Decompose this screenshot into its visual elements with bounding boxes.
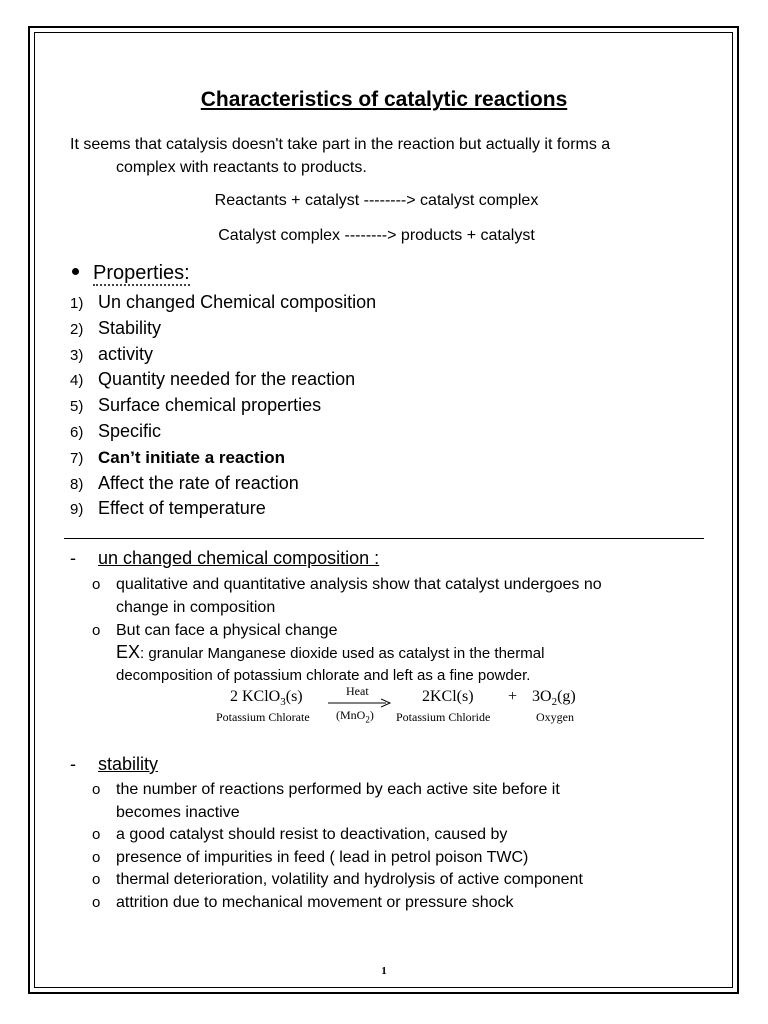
properties-heading [72,262,190,285]
bullet-item: o qualitative and quantitative analysis show that catalyst undergoes no change in composition [92,576,602,616]
intro-line-2: complex with reactants to products. [116,159,367,176]
bullet-item: o But can face a physical change [92,622,338,639]
list-item: 9) Effect of temperature [70,498,266,519]
arrow-label-top: Heat [346,684,369,698]
list-item: 8) Affect the rate of reaction [70,472,299,493]
intro-line-1: It seems that catalysis doesn't take part in the reaction but actually it forms a [70,136,611,153]
example-text: EX: granular Manganese dioxide used as catalyst in the thermal decomposition of potassium chlorate and left as a fine powder. [116,642,545,684]
equation-2: Catalyst complex --------> products + catalyst [218,227,535,244]
reaction-arrow-icon [328,698,392,708]
section-heading-stability: - stability [70,754,159,774]
list-item: 3) activity [70,343,154,364]
product-1-name: Potassium Chloride [396,710,491,724]
section-divider [64,538,704,539]
product-2: $3O_2(g)$ [532,688,576,709]
bullet-item: o thermal deterioration, volatility and hydrolysis of active component [92,871,583,888]
reactant: 2 KClO$_3$(s) [230,688,303,709]
intro-paragraph [70,133,710,179]
properties-heading-text: Properties: [93,262,190,284]
page-number: 1 [381,965,387,977]
product-1: 2KCl(s) [422,688,474,705]
bullet-item: o the number of reactions performed by each active site before it becomes inactive [92,781,560,821]
product-2-name: Oxygen [536,710,574,724]
list-item: 1) Un changed Chemical composition [70,292,377,312]
bullet-item: o attrition due to mechanical movement or pressure shock [92,894,514,911]
chemical-reaction-equation [200,684,600,730]
list-item: 6) Specific [70,420,162,441]
list-item: 5) Surface chemical properties [70,395,322,416]
equation-1: Reactants + catalyst --------> catalyst complex [214,192,539,209]
section-heading-composition: - un changed chemical composition : [70,548,380,568]
bullet-dot-icon [72,268,79,275]
list-item: 4) Quantity needed for the reaction [70,369,356,390]
properties-list [70,290,376,522]
arrow-label-bottom: (MnO$_2$) [336,708,374,725]
page-title: Characteristics of catalytic reactions [200,88,568,111]
list-item: 2) Stability [70,317,162,338]
bullet-item: o a good catalyst should resist to deactivation, caused by [92,826,508,843]
plus-sign: + [508,688,518,705]
list-item: 7) Can’t initiate a reaction [70,447,286,467]
reactant-name: Potassium Chlorate [216,710,310,724]
bullet-item: o presence of impurities in feed ( lead in petrol poison TWC) [92,849,529,866]
